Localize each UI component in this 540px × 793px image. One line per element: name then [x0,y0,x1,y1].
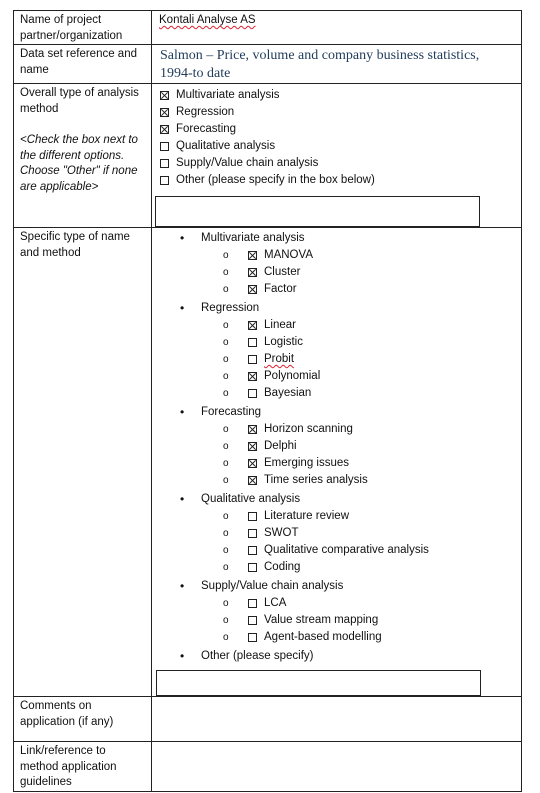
method-group-name: Forecasting [201,406,262,418]
method-item-label: o Literature review [264,510,350,522]
dataset-value-cell[interactable] [152,45,522,84]
method-group-name: Multivariate analysis [201,232,305,244]
method-group [180,491,521,578]
comments-label: Comments on application (if any) [14,697,152,742]
overall-option-checkbox[interactable] [160,142,169,151]
method-item [223,472,521,489]
partner-value: Kontali Analyse AS [159,14,256,26]
method-group-name: Other (please specify) [201,650,314,662]
method-group [180,404,521,491]
method-item-checkbox[interactable] [248,268,257,277]
method-form-table [13,10,522,792]
method-item-checkbox[interactable] [248,372,257,381]
method-item-checkbox[interactable] [248,459,257,468]
specific-other-input[interactable] [156,670,481,696]
link-label: Link/reference to method application guidelines [14,742,152,792]
method-item [223,525,521,542]
method-item-checkbox[interactable] [248,355,257,364]
overall-option-label: Qualitative analysis [176,140,276,152]
method-item-label: o Time series analysis [264,474,368,486]
method-item-checkbox[interactable] [248,321,257,330]
method-item-label: o Horizon scanning [264,423,353,435]
method-item-checkbox[interactable] [248,616,257,625]
partner-value-cell[interactable] [152,11,522,45]
method-item-label: o Bayesian [264,387,312,399]
method-item-label: o Factor [264,283,297,295]
method-item-checkbox[interactable] [248,529,257,538]
method-group [180,648,521,665]
method-item [223,334,521,351]
method-item-label: o LCA [264,597,287,609]
method-item-checkbox[interactable] [248,633,257,642]
method-item-label: o Value stream mapping [264,614,379,626]
method-item [223,438,521,455]
method-item-checkbox[interactable] [248,389,257,398]
method-item-label: o Polynomial [264,370,321,382]
overall-option-label: Multivariate analysis [176,89,280,101]
method-group-name: Supply/Value chain analysis [201,580,344,592]
method-item [223,351,521,368]
method-group-name: Qualitative analysis [201,493,301,505]
overall-option [160,121,521,138]
method-group [180,578,521,648]
method-group [180,230,521,300]
method-item-label: o Cluster [264,266,301,278]
comments-input[interactable] [152,697,522,742]
method-group-name: Regression [201,302,260,314]
overall-option-label: Regression [176,106,235,118]
method-item-checkbox[interactable] [248,512,257,521]
overall-option [160,87,521,104]
link-input[interactable] [152,742,522,792]
overall-option [160,172,521,189]
method-item-label: o Probit [264,353,295,365]
overall-option [160,104,521,121]
method-item-checkbox[interactable] [248,285,257,294]
method-item-label: o Coding [264,561,301,573]
method-item-checkbox[interactable] [248,599,257,608]
method-item [223,317,521,334]
overall-option-label: Other (please specify in the box below) [176,174,375,186]
specific-method-list [152,228,521,665]
method-item-label: o Linear [264,319,296,331]
row-link [14,742,522,792]
overall-option [160,138,521,155]
row-specific-type [14,228,522,697]
row-comments [14,697,522,742]
overall-option-label: Forecasting [176,123,237,135]
overall-option-checkbox[interactable] [160,125,169,134]
method-item [223,247,521,264]
overall-option-checkbox[interactable] [160,91,169,100]
method-item-label: o Emerging issues [264,457,350,469]
method-item-checkbox[interactable] [248,546,257,555]
overall-option [160,155,521,172]
overall-options-cell [152,84,522,228]
row-overall-type [14,84,522,228]
method-item-label: o Delphi [264,440,297,452]
method-item-label: o Qualitative comparative analysis [264,544,429,556]
overall-label-cell [14,84,152,228]
method-item-checkbox[interactable] [248,476,257,485]
overall-label: Overall type of analysis method [20,87,139,115]
method-item-checkbox[interactable] [248,563,257,572]
overall-option-checkbox[interactable] [160,176,169,185]
method-item [223,559,521,576]
specific-options-cell [152,228,522,697]
method-group [180,300,521,404]
method-item-label: o SWOT [264,527,299,539]
overall-option-label: Supply/Value chain analysis [176,157,319,169]
method-item-label: o MANOVA [264,249,313,261]
method-item-checkbox[interactable] [248,425,257,434]
method-item [223,385,521,402]
method-item [223,421,521,438]
method-item [223,368,521,385]
method-item [223,629,521,646]
row-dataset [14,45,522,84]
method-item [223,508,521,525]
method-item [223,281,521,298]
dataset-value: Salmon – Price, volume and company business statistics, 1994-to date [160,48,480,81]
method-item-checkbox[interactable] [248,338,257,347]
row-partner [14,11,522,45]
method-item [223,612,521,629]
overall-other-input[interactable] [155,196,480,227]
method-item [223,542,521,559]
overall-options-list [152,84,521,189]
method-item-checkbox[interactable] [248,251,257,260]
partner-label: Name of project partner/organization [14,11,152,45]
specific-label: Specific type of name and method [14,228,152,697]
method-item [223,264,521,281]
method-item [223,455,521,472]
method-item-label: o Logistic [264,336,303,348]
method-item [223,595,521,612]
overall-instruction: <Check the box next to the different options. Choose "Other" if none are applicable> [20,134,138,193]
overall-option-checkbox[interactable] [160,159,169,168]
dataset-label: Data set reference and name [14,45,152,84]
overall-option-checkbox[interactable] [160,108,169,117]
method-item-checkbox[interactable] [248,442,257,451]
method-item-label: o Agent-based modelling [264,631,382,643]
